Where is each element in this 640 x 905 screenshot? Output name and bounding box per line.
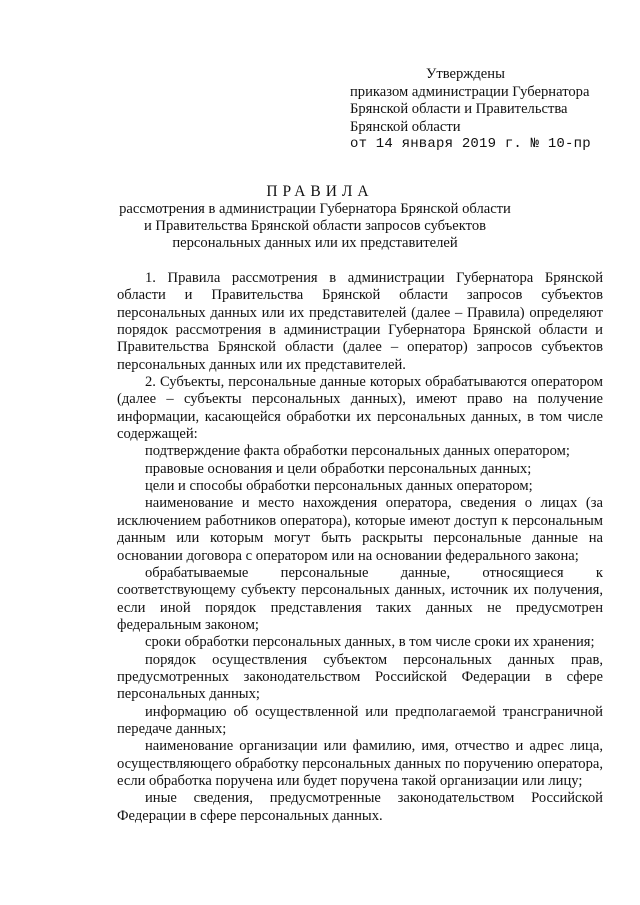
document-body <box>117 270 603 825</box>
approval-date: от 14 января 2019 г. № 10-пр <box>350 136 591 153</box>
subtitle-line-2: и Правительства Брянской области запросов субъектов <box>143 218 487 234</box>
list-item: сроки обработки персональных данных, в том числе сроки их хранения; <box>145 634 595 651</box>
list-item: обрабатываемые персональные данные, относящиеся к соответствующему субъекту персональных данных, источник их получения, если иной порядок представления таких данных не предусмотрен федеральным законом; <box>117 564 603 633</box>
approval-line-3: Брянской области <box>350 118 461 135</box>
list-item: правовые основания и цели обработки персональных данных; <box>145 460 532 477</box>
approval-block <box>350 66 630 154</box>
list-item: иные сведения, предусмотренные законодательством Российской Федерации в сфере персональных данных. <box>117 790 603 824</box>
document-subtitle <box>100 201 530 252</box>
subtitle-line-1: рассмотрения в администрации Губернатора Брянской области <box>119 201 511 217</box>
subtitle-line-3: персональных данных или их представителей <box>172 235 458 251</box>
approval-line-2: Брянской области и Правительства <box>350 101 568 118</box>
paragraph-1: 1. Правила рассмотрения в администрации Губернатора Брянской области и Правительства Брянской области запросов субъектов персональных данных или их представителей (далее – Правила) определяют порядок рассмотрения в администрации Губернатора Брянской области и Правительства Брянской области (далее – оператор) запросов субъектов персональных данных или их представителей. <box>117 270 603 373</box>
list-item: цели и способы обработки персональных данных оператором; <box>145 478 533 495</box>
list-item: наименование организации или фамилию, имя, отчество и адрес лица, осуществляющего обработку персональных данных по поручению оператора, если обработка поручена или будет поручена такой организации или лицу; <box>117 738 603 789</box>
list-item: наименование и место нахождения оператора, сведения о лицах (за исключением работников оператора), которые имеют доступ к персональным данным или которым могут быть раскрыты персональные данные на основании договора с оператором или на основании федерального закона; <box>117 495 603 564</box>
approval-title: Утверждены <box>426 66 505 82</box>
document-title: ПРАВИЛА <box>266 183 374 200</box>
paragraph-2: 2. Субъекты, персональные данные которых обрабатываются оператором (далее – субъекты персональных данных), имеют право на получение информации, касающейся обработки их персональных данных, в том числе содержащей: <box>117 374 603 443</box>
list-item: порядок осуществления субъектом персональных данных прав, предусмотренных законодательством Российской Федерации в сфере персональных данных; <box>117 651 603 703</box>
approval-line-1: приказом администрации Губернатора <box>350 83 590 100</box>
list-item: подтверждение факта обработки персональных данных оператором; <box>145 443 570 460</box>
list-item: информацию об осуществленной или предполагаемой трансграничной передаче данных; <box>117 703 603 737</box>
